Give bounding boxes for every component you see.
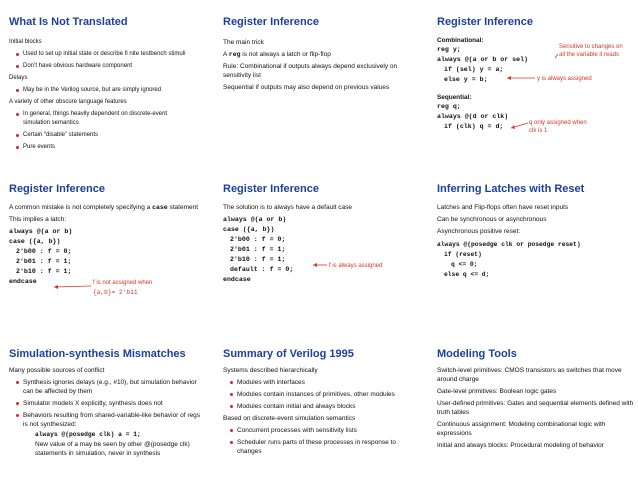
paragraph-reg xyxy=(223,50,418,59)
paragraph: Many possible sources of conflict xyxy=(9,367,105,374)
paragraph: Delays xyxy=(9,75,28,81)
code-line: always @(a or b) xyxy=(9,228,73,235)
slide-title: Modeling Tools xyxy=(437,348,517,360)
paragraph: User-defined primitives: Gates and sequential elements defined with truth tables xyxy=(437,400,634,416)
annotation-y-assigned: y is always assigned xyxy=(537,76,592,82)
text: A xyxy=(223,51,229,58)
code-line: if (sel) y = a; xyxy=(444,66,504,73)
code-line: endcase xyxy=(9,278,37,285)
code-line: endcase xyxy=(223,276,251,283)
bullet: May be in the Verilog source, but are simply ignored xyxy=(9,86,204,95)
code-line: case ({a, b}) xyxy=(9,238,61,245)
code-line: 2'b00 : f = 0; xyxy=(230,236,286,243)
bullet: Modules contain initial and always blocks xyxy=(223,402,418,411)
slide-title: Register Inference xyxy=(223,183,319,195)
code-line: case ({a, b}) xyxy=(223,226,275,233)
code-line: default : f = 0; xyxy=(230,266,294,273)
bullet: Behaviors resulting from shared-variable-like behavior of regs is not synthesized: xyxy=(9,411,204,429)
paragraph: Based on discrete-event simulation semantics xyxy=(223,415,356,422)
code-line: 2'b10 : f = 1; xyxy=(230,256,286,263)
paragraph: Initial and always blocks: Procedural modeling of behavior xyxy=(437,442,604,449)
text: statement xyxy=(167,204,199,211)
code-line: reg q; xyxy=(437,103,461,110)
bullet: In general, things heavily dependent on discrete-event simulation semantics xyxy=(9,110,173,128)
paragraph: Switch-level primitives: CMOS transistors as switches that move around charge xyxy=(437,367,622,383)
annotation-not-assigned: f is not assigned when xyxy=(93,280,153,286)
bullet: Scheduler runs parts of these processes in response to changes xyxy=(223,438,418,456)
slide-title: Simulation-synthesis Mismatches xyxy=(9,348,186,360)
slide-simulation-synthesis-mismatches xyxy=(9,348,204,488)
combinational-label: Combinational: xyxy=(437,37,484,44)
slide-register-inference-3 xyxy=(9,183,204,331)
paragraph: This implies a latch: xyxy=(9,216,67,223)
sequential-label: Sequential: xyxy=(437,94,472,101)
code-line: q <= 0; xyxy=(451,261,478,268)
paragraph: Initial blocks xyxy=(9,39,42,45)
annotation-case-value: {a,b}= 2'b11 xyxy=(93,289,138,296)
bullet: Don’t have obvious hardware component xyxy=(9,62,204,71)
text: is not always a latch or flip-flop xyxy=(240,51,331,58)
paragraph: Asynchronous positive reset: xyxy=(437,228,521,235)
bullet: Synthesis ignores delays (e.g., #10), but simulation behavior can be affected by them xyxy=(9,378,204,396)
code-line: always @(a or b) xyxy=(223,216,287,223)
slide-title: What Is Not Translated xyxy=(9,16,128,28)
code-line: reg y; xyxy=(437,46,461,53)
inline-code: reg xyxy=(228,51,241,58)
annotation-always-assigned: f is always assigned xyxy=(329,263,383,269)
slide-title: Register Inference xyxy=(437,16,533,28)
code-line: 2'b01 : f = 1; xyxy=(230,246,286,253)
code-line: 2'b10 : f = 1; xyxy=(16,268,72,275)
code-line: always @(posedge clk) a = 1; xyxy=(35,431,141,438)
code-line: else q <= d; xyxy=(444,271,490,278)
bullet: Simulator models X explicitly, synthesis does not xyxy=(9,399,204,408)
slide-register-inference-1 xyxy=(223,16,418,164)
text: A common mistake is not completely specifying a xyxy=(9,204,153,211)
slide-modeling-tools xyxy=(437,348,635,488)
code-line: else y = b; xyxy=(444,76,488,83)
arrow-icon xyxy=(437,16,635,164)
paragraph: A variety of other obscure language features xyxy=(9,99,127,105)
code-line: always @(a or b or sel) xyxy=(437,56,529,63)
bullet: Pure events xyxy=(9,143,204,152)
bullet: Certain “disable” statements xyxy=(9,131,204,140)
slide-what-is-not-translated xyxy=(9,16,204,164)
slide-register-inference-2 xyxy=(437,16,635,164)
arrow-icon xyxy=(223,183,418,331)
bullet: Modules contain instances of primitives, other modules xyxy=(223,390,418,399)
code-line: always @(d or clk) xyxy=(437,113,509,120)
code-line: 2'b00 : f = 0; xyxy=(16,248,72,255)
paragraph: The main trick xyxy=(223,39,264,46)
bullet: Used to set up initial state or describe fi nite testbench stimuli xyxy=(9,50,204,59)
slide-inferring-latches-reset xyxy=(437,183,635,331)
paragraph: Sequential if outputs may also depend on previous values xyxy=(223,84,390,91)
slide-title: Summary of Verilog 1995 xyxy=(223,348,354,360)
paragraph: The solution is to always have a default case xyxy=(223,204,352,211)
slide-title: Inferring Latches with Reset xyxy=(437,183,585,195)
annotation-sensitive: Sensitive to changes on all the variable it reads xyxy=(559,44,623,58)
bullet: Modules with interfaces xyxy=(223,378,418,387)
code-line: if (clk) q = d; xyxy=(444,123,504,130)
paragraph: New value of a may be seen by other @(posedge clk) statements in simulation, never in synthesis xyxy=(35,441,190,457)
slide-register-inference-4 xyxy=(223,183,418,331)
code-line: if (reset) xyxy=(444,251,482,258)
bullet: Concurrent processes with sensitivity lists xyxy=(223,426,418,435)
annotation-q-assigned: q only assigned when clk is 1 xyxy=(529,120,587,134)
slide-title: Register Inference xyxy=(9,183,105,195)
code-line: always @(posedge clk or posedge reset) xyxy=(437,241,581,248)
arrow-icon xyxy=(9,183,204,331)
inline-code: case xyxy=(152,204,168,211)
paragraph: Can be synchronous or asynchronous xyxy=(437,216,547,223)
paragraph: Rule: Combinational if outputs always depend exclusively on sensitivity list xyxy=(223,63,398,79)
code-line: 2'b01 : f = 1; xyxy=(16,258,72,265)
paragraph: Systems described hierarchically xyxy=(223,367,318,374)
paragraph: Latches and Flip-flops often have reset inputs xyxy=(437,204,569,211)
paragraph: Gate-level primitives: Boolean logic gates xyxy=(437,388,557,395)
slide-title: Register Inference xyxy=(223,16,319,28)
paragraph: Continuous assignment: Modeling combinational logic with expressions xyxy=(437,421,606,437)
slide-summary-verilog-1995 xyxy=(223,348,418,488)
